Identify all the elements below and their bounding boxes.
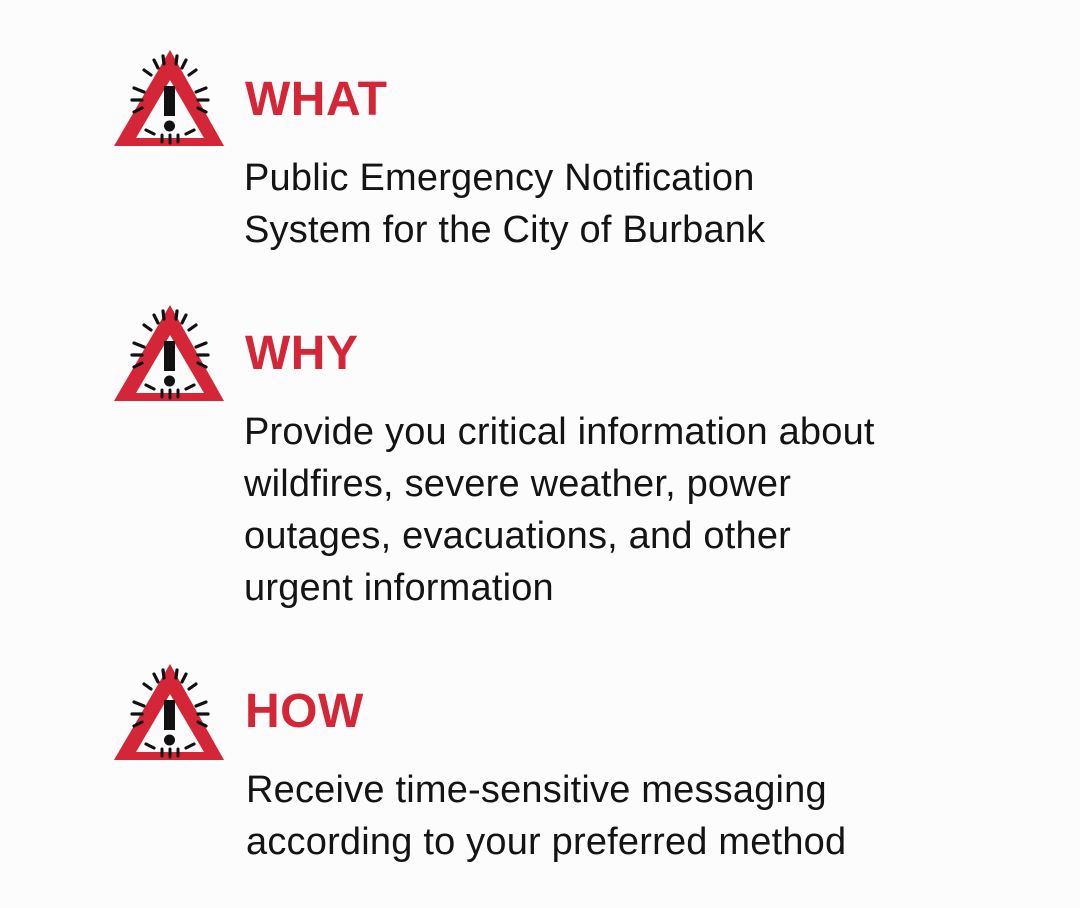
description-what: [244, 152, 765, 256]
description-line: wildfires, severe weather, power: [244, 463, 792, 505]
description-how: [246, 764, 846, 868]
description-line: Receive time-sensitive messaging: [246, 769, 827, 811]
description-line: Provide you critical information about: [244, 411, 875, 453]
description-line: according to your preferred method: [246, 821, 847, 863]
heading-how: HOW: [245, 685, 364, 738]
description-line: urgent information: [244, 567, 554, 609]
heading-why: WHY: [245, 327, 359, 380]
description-line: outages, evacuations, and other: [244, 515, 792, 557]
description-why: [244, 406, 875, 614]
description-line: System for the City of Burbank: [244, 209, 766, 251]
warning-triangle-icon: [108, 656, 230, 766]
description-line: Public Emergency Notification: [244, 157, 755, 199]
warning-triangle-icon: [108, 297, 230, 407]
warning-triangle-icon: [108, 42, 230, 152]
heading-what: WHAT: [245, 73, 388, 126]
